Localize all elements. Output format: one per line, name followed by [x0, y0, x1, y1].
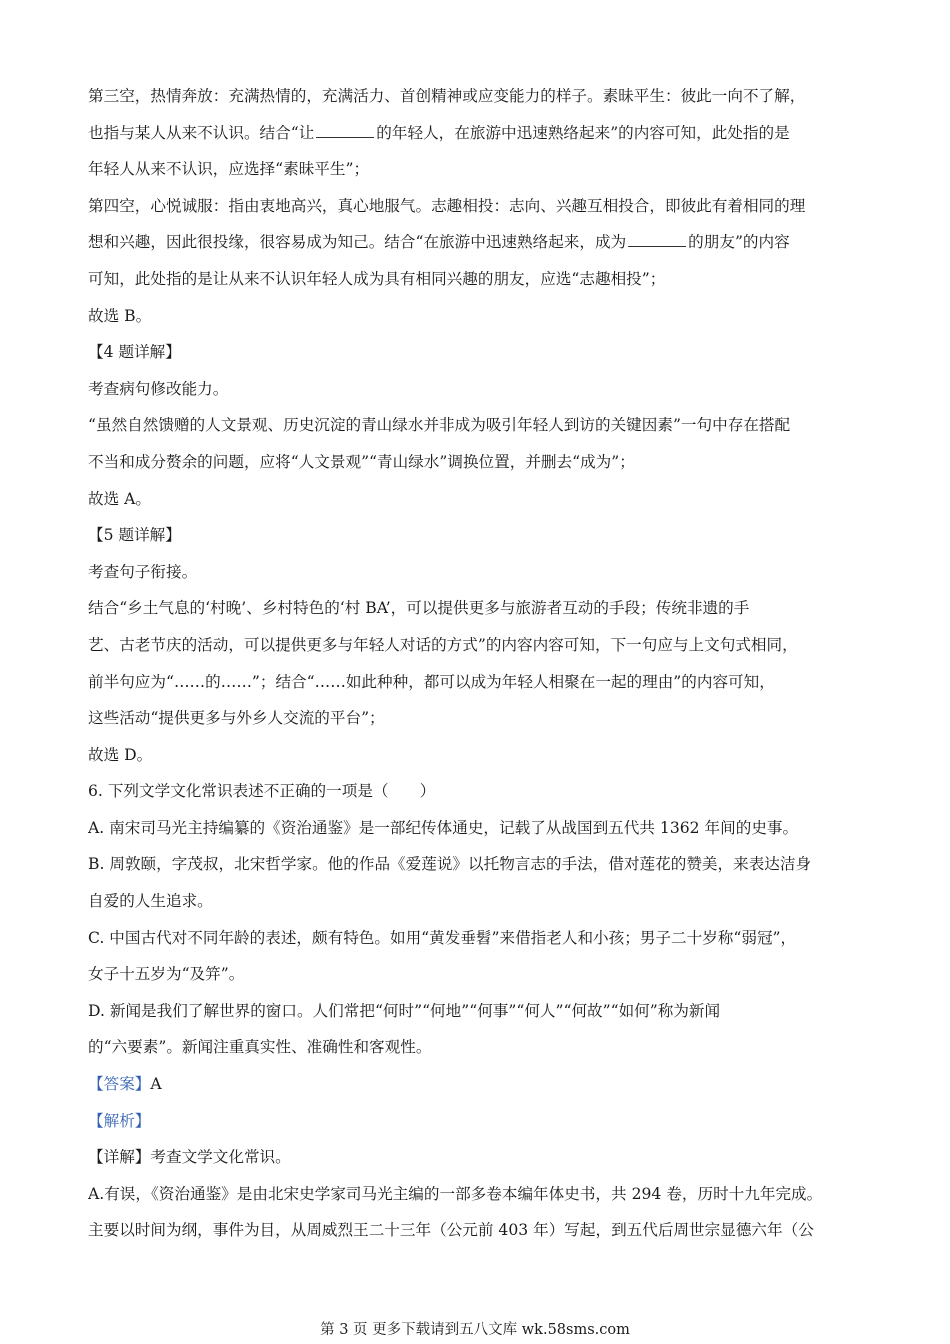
text-line: 想和兴趣，因此很投缘，很容易成为知己。结合“在旅游中迅速熟络起来，成为 的朋友”的内容: [88, 233, 790, 252]
option-a: A. 南宋司马光主持编纂的《资治通鉴》是一部纪传体通史，记载了从战国到五代共 1362 年间的史事。: [88, 818, 799, 837]
option-d: D. 新闻是我们了解世界的窗口。人们常把“何时”“何地”“何事”“何人”“何故”“如何”称为新闻: [88, 1001, 721, 1020]
section-heading: 【5 题详解】: [88, 526, 181, 545]
option-b: B. 周敦颐，字茂叔，北宋哲学家。他的作品《爱莲说》以托物言志的手法，借对莲花的赞美，来表达洁身: [88, 855, 812, 874]
text-line: 考查句子衔接。: [88, 562, 198, 581]
text-line: 也指与某人从来不认识。结合“让 的年轻人，在旅游中迅速熟络起来”的内容可知，此处指的是: [88, 123, 790, 142]
text-line: 年轻人从来不认识，应选择“素昧平生”；: [88, 160, 370, 179]
question-stem: 6. 下列文学文化常识表述不正确的一项是（ ）: [88, 782, 436, 801]
text-line: 主要以时间为纲，事件为目，从周威烈王二十三年（公元前 403 年）写起，到五代后周世宗显德六年（公: [88, 1221, 814, 1240]
text-line: 艺、古老节庆的活动，可以提供更多与年轻人对话的方式”的内容内容可知，下一句应与上文句式相同，: [88, 635, 798, 654]
text-line: 【详解】考查文学文化常识。: [88, 1148, 291, 1167]
text-line: 第三空，热情奔放：充满热情的，充满活力、首创精神或应变能力的样子。素昧平生：彼此一向不了解，: [88, 87, 806, 105]
document-body: [88, 78, 866, 1249]
option-c: C. 中国古代对不同年龄的表述，颇有特色。如用“黄发垂髫”来借指老人和小孩；男子二十岁称“弱冠”，: [88, 928, 797, 947]
text-line: 故选 B。: [88, 306, 152, 325]
answer-label: 【答案】: [88, 1075, 151, 1094]
text-line: “虽然自然馈赠的人文景观、历史沉淀的青山绿水并非成为吸引年轻人到访的关键因素”一句中存在搭配: [88, 416, 791, 435]
answer-line: [88, 1066, 866, 1103]
fill-blank: [316, 122, 374, 138]
text-line: 可知，此处指的是让从来不认识年轻人成为具有相同兴趣的朋友，应选“志趣相投”；: [88, 269, 666, 288]
option-b-cont: 自爱的人生追求。: [88, 892, 213, 911]
text-line: 故选 D。: [88, 745, 153, 764]
text-line: 不当和成分赘余的问题，应将“人文景观”“青山绿水”调换位置，并删去“成为”；: [88, 452, 635, 471]
text-line: 前半句应为“……的……”；结合“……如此种种，都可以成为年轻人相聚在一起的理由”的内容可知，: [88, 672, 775, 691]
text-line: 故选 A。: [88, 489, 151, 508]
option-d-cont: 的“六要素”。新闻注重真实性、准确性和客观性。: [88, 1038, 432, 1057]
text-line: A.有误，《资治通鉴》是由北宋史学家司马光主编的一部多卷本编年体史书，共 294 卷，历时十九年完成。: [88, 1184, 823, 1203]
analysis-label: 【解析】: [88, 1111, 151, 1130]
answer-value: A: [150, 1075, 162, 1094]
section-heading: 【4 题详解】: [88, 343, 181, 362]
text-line: 考查病句修改能力。: [88, 379, 229, 398]
text-line: 这些活动“提供更多与外乡人交流的平台”；: [88, 709, 385, 728]
page-footer: 第 3 页 更多下载请到五八文库 wk.58sms.com: [320, 1322, 630, 1338]
option-c-cont: 女子十五岁为“及笄”。: [88, 965, 245, 984]
text-line: 结合“乡土气息的‘村晚’、乡村特色的‘村 BA’，可以提供更多与旅游者互动的手段；传统非遗的手: [88, 599, 750, 618]
fill-blank: [628, 231, 686, 247]
text-line: 第四空，心悦诚服：指由衷地高兴，真心地服气。志趣相投：志向、兴趣互相投合，即彼此有着相同的理: [88, 196, 806, 215]
